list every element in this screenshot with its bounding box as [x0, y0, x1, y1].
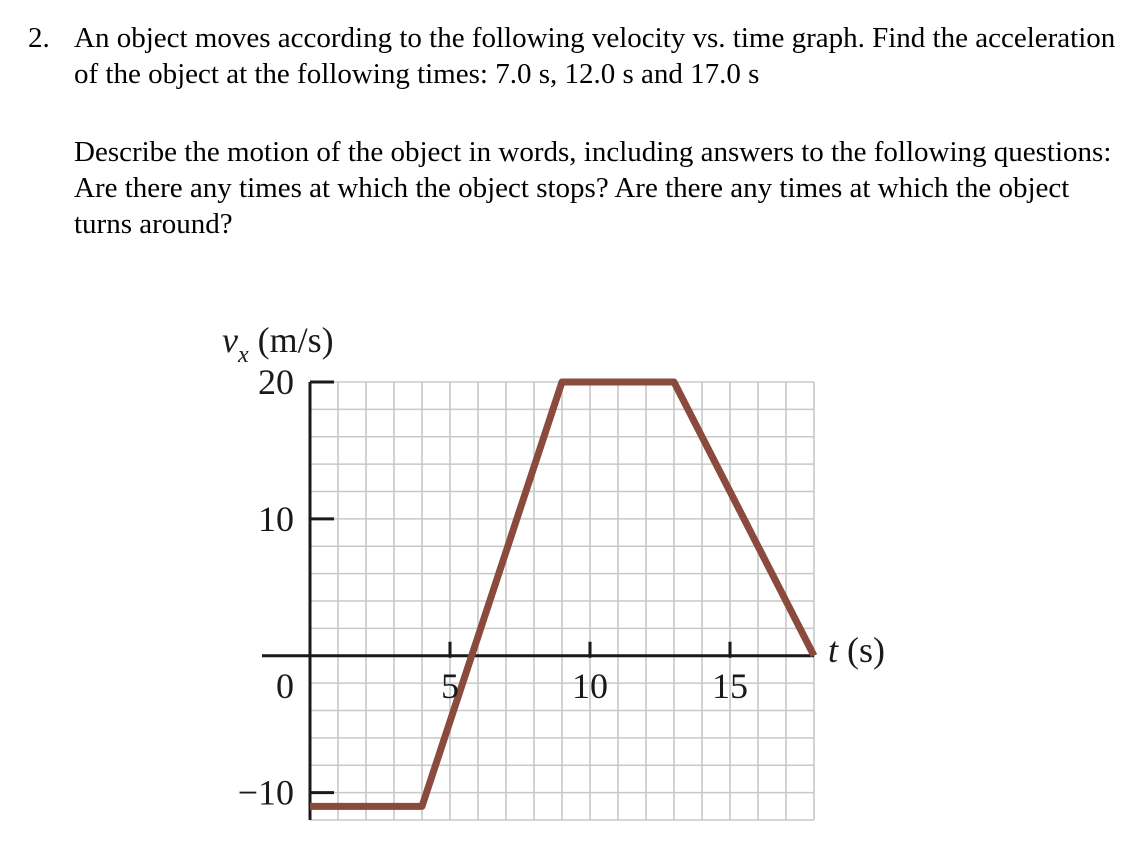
x-axis-unit: (s) [838, 629, 886, 670]
chart-grid [310, 382, 814, 820]
x-axis-label [828, 630, 885, 670]
y-tick-label: 0 [276, 665, 294, 706]
question-paragraph-2: Describe the motion of the object in words, including answers to the following questions: Are there any times at which the object stops? Are there any times at which the object turns around? [74, 136, 1112, 240]
x-tick-label: 10 [572, 665, 608, 706]
y-tick-label: 10 [258, 498, 294, 539]
x-axis-var: t [828, 629, 839, 670]
x-tick-label: 15 [712, 665, 748, 706]
x-tick-label: 5 [441, 665, 459, 706]
y-axis-label [222, 320, 334, 368]
question-text: An object moves according to the following velocity vs. time graph. Find the acceleration of the object at the following times: 7.0 s, 12.0 s and 17.0 s [74, 22, 1116, 90]
y-tick-label: 20 [258, 362, 294, 402]
y-axis-unit: (m/s) [248, 320, 334, 360]
y-axis-var: v [222, 320, 238, 360]
y-axis-subscript: x [237, 342, 249, 368]
question-number: 2. [28, 22, 50, 54]
y-tick-label: −10 [237, 772, 294, 813]
